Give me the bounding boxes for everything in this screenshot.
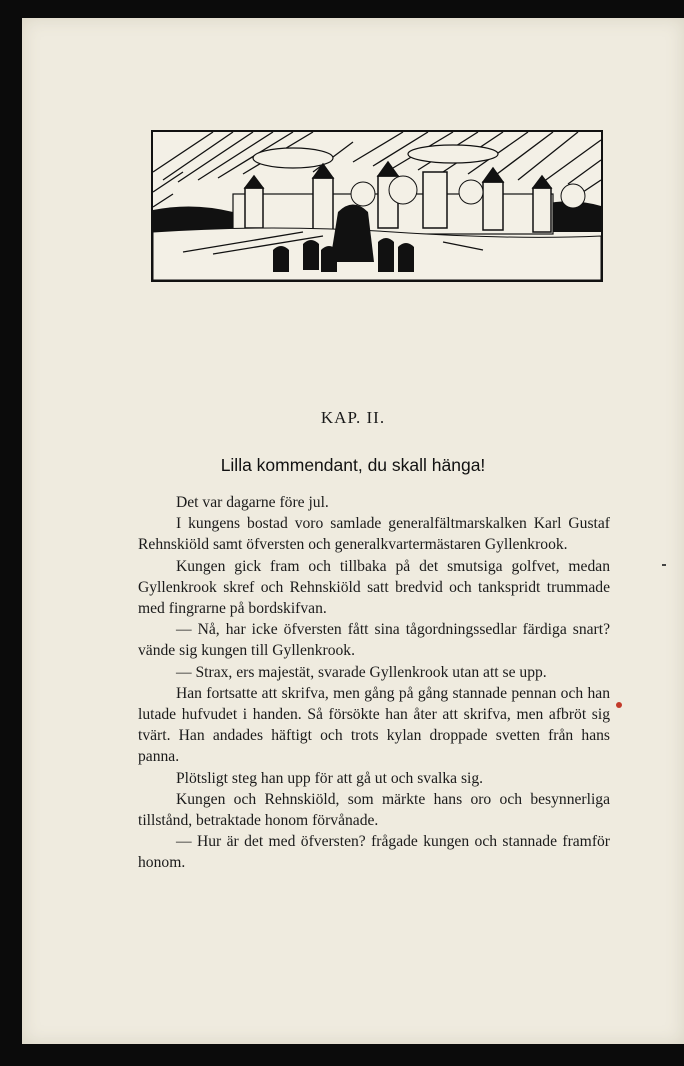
paragraph: Kungen gick fram och tillbaka på det smutsiga golfvet, medan Gyllenkrook skref och Rehnskiöld satt bredvid och tankspridt trummade med fingrarne på bordskifvan. <box>138 557 610 618</box>
paragraph: Han fortsatte att skrifva, men gång på gång stannade pennan och han lutade hufvudet i handen. Så försökte han åter att skrifva, men afbröt sig tvärt. Han andades häftigt och trots kylan droppade svetten från hans panna. <box>138 684 610 766</box>
chapter-text <box>138 492 610 874</box>
fortress-siege-illustration <box>151 130 603 282</box>
paragraph: — Hur är det med öfversten? frågade kungen och stannade framför honom. <box>138 833 610 872</box>
paragraph: — Nå, har icke öfversten fått sina tågordningssedlar färdiga snart? vände sig kungen till Gyllenkrook. <box>138 621 610 660</box>
paragraph: Plötsligt steg han upp för att gå ut och svalka sig. <box>176 769 484 787</box>
paragraph: Det var dagarne före jul. <box>176 494 329 511</box>
chapter-heading: KAP. II. <box>320 408 386 427</box>
paragraph: Kungen och Rehnskiöld, som märkte hans oro och besynnerliga tillstånd, betraktade honom förvånade. <box>138 790 610 830</box>
ink-speck <box>616 702 622 708</box>
book-page <box>22 18 684 1044</box>
margin-mark <box>662 564 666 566</box>
paragraph: — Strax, ers majestät, svarade Gyllenkrook utan att se upp. <box>176 663 547 681</box>
paragraph: I kungens bostad voro samlade generalfältmarskalken Karl Gustaf Rehnskiöld samt öfversten och generalkvartermästaren Gyllenkrook. <box>138 515 610 554</box>
chapter-title: Lilla kommendant, du skall hänga! <box>220 455 486 475</box>
